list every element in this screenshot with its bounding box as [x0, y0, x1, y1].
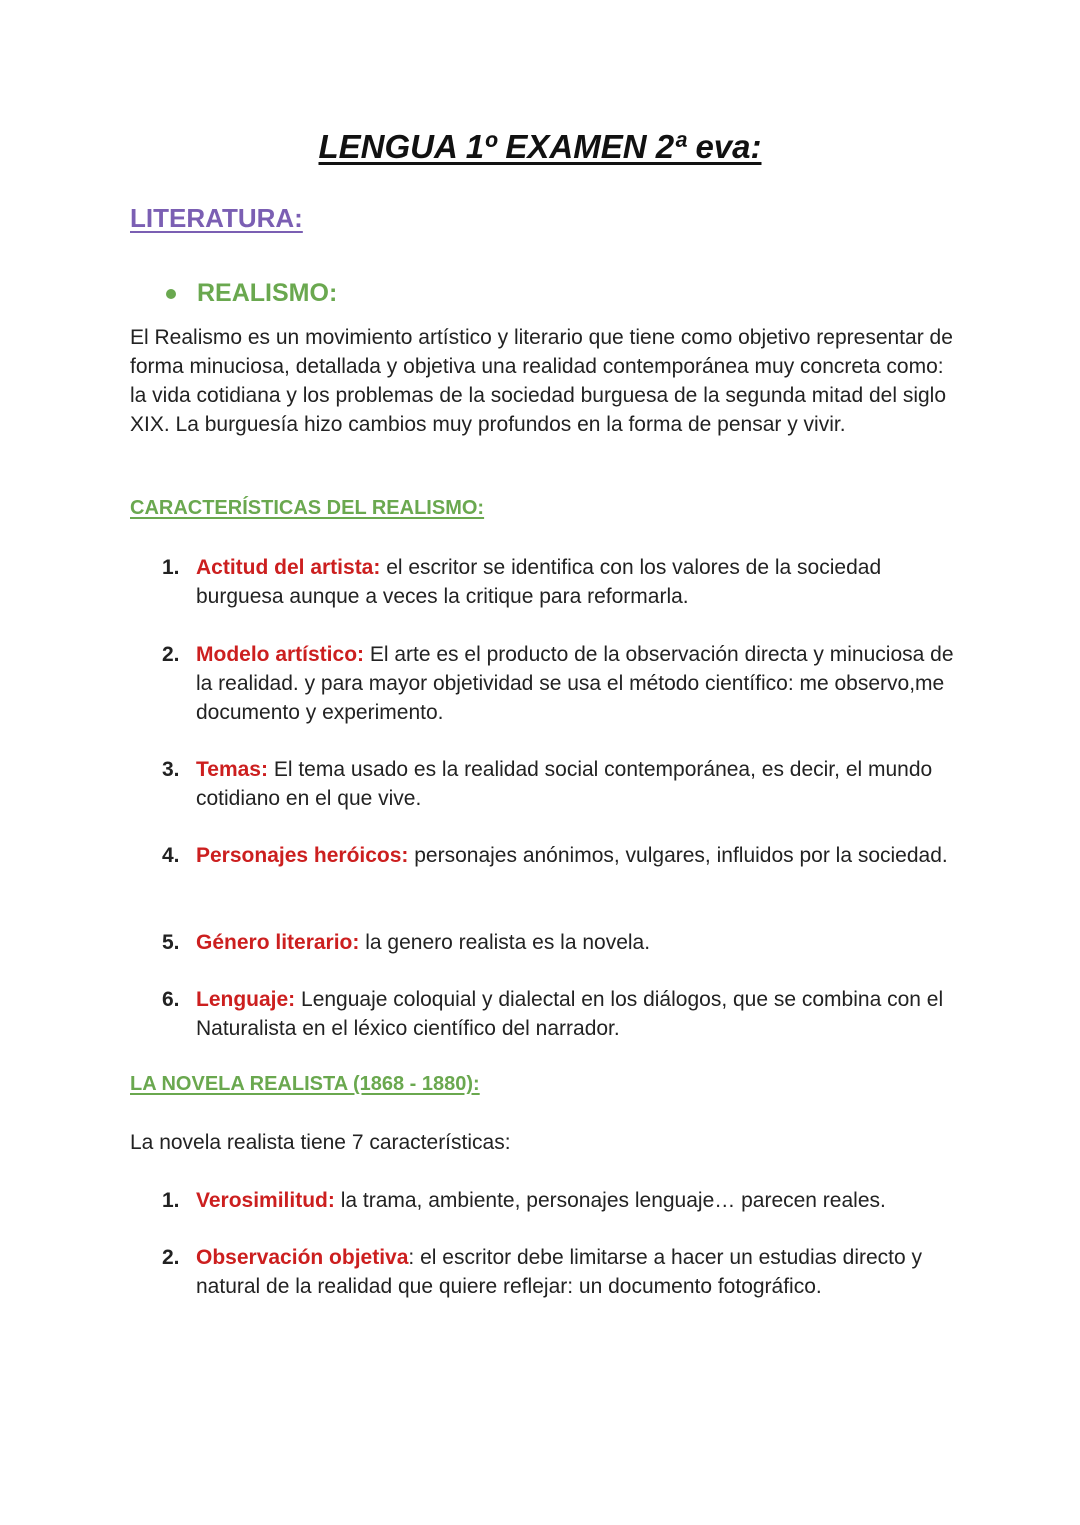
list-item [162, 640, 962, 727]
item-number: 1. [162, 556, 180, 579]
page-title: LENGUA 1º EXAMEN 2ª eva: [318, 128, 762, 165]
item-term: Observación objetiva [196, 1246, 409, 1269]
item-number: 3. [162, 758, 180, 781]
list-item [162, 1186, 962, 1215]
item-text: el escritor se identifica con los valores de la sociedad burguesa aunque a veces la critique para reformarla. [196, 556, 882, 608]
list-item [162, 928, 962, 957]
item-text: Lenguaje coloquial y dialectal en los diálogos, que se combina con el Naturalista en el léxico científico del narrador. [196, 988, 944, 1040]
item-term: Género literario: [196, 931, 360, 954]
list-item [162, 755, 962, 813]
subheading-novela-realista: LA NOVELA REALISTA (1868 - 1880): [130, 1073, 480, 1095]
section-heading-literatura: LITERATURA: [130, 203, 303, 233]
item-term: Lenguaje: [196, 988, 296, 1011]
intro-paragraph: El Realismo es un movimiento artístico y literario que tiene como objetivo representar de forma minuciosa, detallada y objetiva una realidad contemporánea muy concreta como: la vida cotidiana y los problemas de la sociedad burguesa de la segunda mitad del siglo XIX. La burguesía hizo cambios muy profundos en la forma de pensar y vivir. [130, 326, 953, 436]
item-number: 2. [162, 1246, 180, 1269]
item-number: 5. [162, 931, 180, 954]
list-item [162, 1243, 962, 1301]
item-term: Modelo artístico: [196, 643, 365, 666]
item-term: Verosimilitud: [196, 1189, 335, 1212]
item-text: la trama, ambiente, personajes lenguaje… parecen reales. [334, 1189, 886, 1212]
item-term: Personajes heróicos: [196, 844, 409, 867]
item-term: Temas: [196, 758, 268, 781]
item-term: Actitud del artista: [196, 556, 381, 579]
bullet-dot-icon [166, 289, 176, 299]
bullet-realismo [166, 279, 337, 308]
list-item [162, 553, 962, 611]
list-item [162, 985, 962, 1043]
item-number: 2. [162, 643, 180, 666]
item-text: El arte es el producto de la observación directa y minuciosa de la realidad. y para mayor objetividad se usa el método científico: me observo,me documento y experimento. [196, 643, 954, 724]
item-number: 4. [162, 844, 180, 867]
item-text: El tema usado es la realidad social contemporánea, es decir, el mundo cotidiano en el que vive. [196, 758, 933, 810]
list-item [162, 841, 962, 870]
bullet-label: REALISMO: [197, 279, 338, 307]
subheading-caracteristicas: CARACTERÍSTICAS DEL REALISMO: [130, 497, 485, 519]
item-text: la genero realista es la novela. [359, 931, 651, 954]
item-text: personajes anónimos, vulgares, influidos por la sociedad. [408, 844, 948, 867]
item-number: 1. [162, 1189, 180, 1212]
item-text: : el escritor debe limitarse a hacer un estudias directo y natural de la realidad que quiere reflejar: un documento fotográfico. [196, 1246, 922, 1298]
item-number: 6. [162, 988, 180, 1011]
novela-intro: La novela realista tiene 7 características: [130, 1131, 511, 1154]
